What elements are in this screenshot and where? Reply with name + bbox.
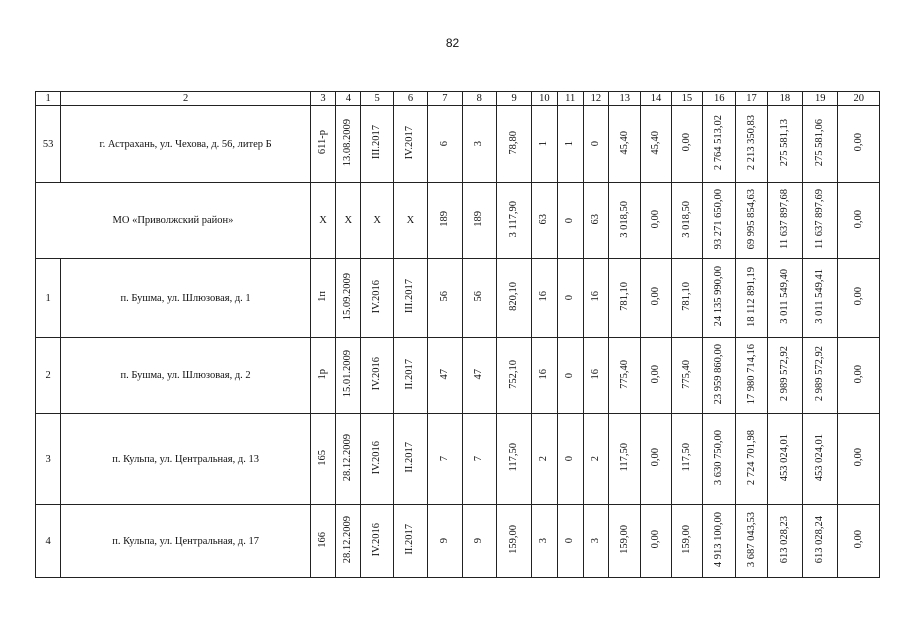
table-cell	[838, 106, 880, 183]
table-cell	[803, 259, 838, 338]
table-cell	[428, 338, 462, 414]
cell-text: 2 764 513,02	[713, 114, 725, 171]
table-cell	[609, 183, 641, 259]
table-cell	[557, 414, 583, 505]
table-row	[36, 505, 880, 578]
table-cell	[838, 505, 880, 578]
table-cell	[767, 259, 802, 338]
cell-text: 0,00	[852, 287, 864, 306]
cell-text: 23 959 860,00	[713, 343, 725, 405]
cell-text: 2 724 701,98	[745, 429, 757, 486]
table-cell	[703, 259, 736, 338]
cell-text: 159,00	[618, 525, 630, 554]
table-cell	[462, 259, 496, 338]
table-row	[36, 414, 880, 505]
cell-text: 47	[473, 368, 485, 380]
cell-text: 2 989 572,92	[778, 346, 790, 402]
cell-text: 15.09.2009	[342, 272, 354, 321]
address-cell: п. Кульпа, ул. Центральная, д. 17	[61, 505, 311, 578]
cell-text: 275 581,13	[778, 118, 790, 167]
cell-text: 78,80	[508, 130, 520, 155]
cell-text: 17 980 714,16	[745, 343, 757, 405]
table-cell: Х	[336, 183, 361, 259]
cell-text: 6	[438, 141, 450, 147]
cell-text: 16	[589, 291, 601, 302]
cell-text: 820,10	[508, 282, 520, 311]
cell-text: 611-р	[317, 130, 329, 155]
cell-text: 0,00	[680, 133, 692, 152]
column-header: 7	[428, 92, 462, 106]
cell-text: 613 028,24	[814, 515, 826, 564]
table-cell	[703, 338, 736, 414]
column-header: 9	[496, 92, 531, 106]
table-cell	[361, 338, 393, 414]
cell-text: 0,00	[852, 530, 864, 549]
cell-text: 93 271 650,00	[713, 188, 725, 250]
cell-text: 3	[473, 141, 485, 147]
cell-text: 9	[473, 538, 485, 544]
column-header: 19	[803, 92, 838, 106]
cell-text: III.2017	[371, 125, 383, 160]
column-header: 6	[393, 92, 427, 106]
table-cell	[703, 106, 736, 183]
table-cell	[767, 414, 802, 505]
cell-text: 0	[564, 295, 576, 301]
cell-text: 775,40	[680, 359, 692, 389]
table-cell	[671, 414, 702, 505]
cell-text: 159,00	[508, 525, 520, 554]
cell-text: 11 637 897,68	[778, 189, 790, 249]
row-number-cell: 2	[36, 338, 61, 414]
cell-text: 775,40	[618, 359, 630, 389]
table-cell	[336, 106, 361, 183]
table-cell	[671, 106, 702, 183]
cell-text: 28.12.2009	[342, 515, 354, 564]
table-cell	[803, 183, 838, 259]
table-cell: Х	[393, 183, 427, 259]
cell-text: 13.08.2009	[342, 118, 354, 167]
table-cell	[310, 106, 335, 183]
table-cell	[641, 259, 671, 338]
cell-text: 16	[538, 291, 550, 302]
table-cell	[361, 259, 393, 338]
cell-text: IV.2016	[371, 279, 383, 314]
table-cell	[583, 505, 608, 578]
table-cell	[532, 505, 557, 578]
cell-text: II.2017	[404, 358, 416, 390]
cell-text: 63	[589, 213, 601, 225]
table-cell	[838, 338, 880, 414]
cell-text: 0	[564, 217, 576, 223]
table-cell	[428, 106, 462, 183]
cell-text: 781,10	[618, 282, 630, 311]
table-cell	[803, 505, 838, 578]
table-cell	[767, 505, 802, 578]
column-header: 2	[61, 92, 311, 106]
table-cell	[462, 183, 496, 259]
table-cell	[641, 414, 671, 505]
table-cell	[767, 338, 802, 414]
table-cell	[393, 106, 427, 183]
cell-text: 47	[438, 368, 450, 380]
cell-text: 63	[538, 213, 550, 225]
group-total-row	[36, 183, 880, 259]
cell-text: 453 024,01	[814, 433, 826, 482]
table-cell	[736, 414, 767, 505]
cell-text: 0,00	[852, 448, 864, 467]
table-cell: Х	[310, 183, 335, 259]
table-cell	[803, 106, 838, 183]
table-cell: Х	[361, 183, 393, 259]
column-header: 18	[767, 92, 802, 106]
cell-text: 3 011 549,41	[814, 269, 826, 324]
table-row	[36, 338, 880, 414]
cell-text: 45,40	[618, 130, 630, 155]
column-header: 5	[361, 92, 393, 106]
cell-text: 3 018,50	[618, 200, 630, 238]
table-cell	[583, 338, 608, 414]
table-cell	[310, 505, 335, 578]
cell-text: 0	[564, 372, 576, 378]
table-cell	[496, 259, 531, 338]
cell-text: 453 024,01	[778, 433, 790, 482]
table-cell	[609, 505, 641, 578]
cell-text: 16	[538, 368, 550, 380]
table-cell	[671, 183, 702, 259]
page-number: 82	[445, 36, 460, 50]
table-cell	[583, 414, 608, 505]
table-cell	[310, 338, 335, 414]
table-cell	[641, 183, 671, 259]
cell-text: 0,00	[852, 133, 864, 152]
address-cell: п. Бушма, ул. Шлюзовая, д. 2	[61, 338, 311, 414]
cell-text: 69 995 854,63	[745, 188, 757, 250]
cell-text: 4 913 100,00	[713, 511, 725, 568]
table-cell	[532, 106, 557, 183]
table-cell	[583, 259, 608, 338]
cell-text: 3 687 043,53	[745, 511, 757, 568]
cell-text: 0,00	[650, 530, 662, 549]
cell-text: 45,40	[650, 130, 662, 155]
table-cell	[496, 414, 531, 505]
cell-text: 16	[589, 368, 601, 380]
table-row	[36, 259, 880, 338]
table-cell	[803, 338, 838, 414]
cell-text: III.2017	[404, 279, 416, 314]
table-cell	[462, 505, 496, 578]
cell-text: 3	[538, 538, 550, 544]
table-cell	[583, 106, 608, 183]
table-cell	[557, 183, 583, 259]
table-cell	[361, 505, 393, 578]
table-cell	[496, 338, 531, 414]
table-cell	[361, 106, 393, 183]
table-cell	[393, 414, 427, 505]
row-number-cell: 4	[36, 505, 61, 578]
table-cell	[557, 259, 583, 338]
cell-text: IV.2016	[371, 440, 383, 475]
group-name-cell: МО «Приволжский район»	[36, 183, 311, 259]
cell-text: 28.12.2009	[342, 433, 354, 482]
table-cell	[393, 259, 427, 338]
cell-text: 3 018,50	[680, 200, 692, 238]
table-cell	[393, 338, 427, 414]
column-header: 16	[703, 92, 736, 106]
table-cell	[557, 338, 583, 414]
table-cell	[428, 183, 462, 259]
column-header: 13	[609, 92, 641, 106]
table-cell	[609, 338, 641, 414]
cell-text: 2 989 572,92	[814, 346, 826, 402]
table-cell	[361, 414, 393, 505]
column-header: 10	[532, 92, 557, 106]
cell-text: 0	[589, 141, 601, 147]
cell-text: 0	[564, 538, 576, 544]
table-cell	[496, 505, 531, 578]
cell-text: 7	[473, 456, 485, 462]
table-cell	[671, 505, 702, 578]
column-header: 12	[583, 92, 608, 106]
cell-text: 117,50	[680, 443, 692, 472]
cell-text: II.2017	[404, 524, 416, 555]
cell-text: 189	[473, 211, 485, 227]
table-cell	[532, 414, 557, 505]
cell-text: 0,00	[852, 364, 864, 384]
column-header: 14	[641, 92, 671, 106]
table-cell	[336, 505, 361, 578]
cell-text: 166	[317, 531, 329, 548]
table-cell	[641, 106, 671, 183]
cell-text: 2	[589, 456, 601, 462]
cell-text: IV.2016	[371, 522, 383, 557]
table-cell	[532, 259, 557, 338]
table-cell	[532, 183, 557, 259]
table-cell	[336, 338, 361, 414]
column-number-header-row	[36, 92, 880, 106]
table-cell	[462, 414, 496, 505]
table-cell	[496, 106, 531, 183]
table-cell	[428, 505, 462, 578]
address-cell: г. Астрахань, ул. Чехова, д. 56, литер Б	[61, 106, 311, 183]
cell-text: 0,00	[650, 448, 662, 467]
table-cell	[703, 414, 736, 505]
cell-text: 3 011 549,40	[778, 269, 790, 324]
cell-text: 0,00	[650, 364, 662, 384]
column-header: 17	[736, 92, 767, 106]
table-cell	[767, 183, 802, 259]
row-number-cell: 1	[36, 259, 61, 338]
table-cell	[609, 106, 641, 183]
table-cell	[496, 183, 531, 259]
cell-text: 3 630 750,00	[713, 429, 725, 486]
table-cell	[838, 183, 880, 259]
cell-text: 613 028,23	[778, 515, 790, 564]
cell-text: 1	[538, 141, 550, 147]
column-header: 4	[336, 92, 361, 106]
cell-text: 117,50	[508, 443, 520, 472]
column-header: 8	[462, 92, 496, 106]
cell-text: 189	[438, 211, 450, 227]
column-header: 3	[310, 92, 335, 106]
table-cell	[838, 414, 880, 505]
column-header: 20	[838, 92, 880, 106]
cell-text: 18 112 891,19	[745, 266, 757, 327]
cell-text: 11 637 897,69	[814, 189, 826, 249]
table-cell	[838, 259, 880, 338]
address-cell: п. Кульпа, ул. Центральная, д. 13	[61, 414, 311, 505]
cell-text: IV.2017	[404, 125, 416, 160]
cell-text: 1п	[317, 291, 329, 302]
table-cell	[532, 338, 557, 414]
cell-text: 1	[564, 141, 576, 147]
cell-text: 0,00	[852, 209, 864, 229]
table-cell	[641, 338, 671, 414]
table-cell	[736, 338, 767, 414]
table-cell	[736, 183, 767, 259]
column-header: 1	[36, 92, 61, 106]
row-number-cell: 3	[36, 414, 61, 505]
table-cell	[557, 505, 583, 578]
cell-text: 781,10	[680, 282, 692, 311]
cell-text: 117,50	[618, 443, 630, 472]
table-cell	[393, 505, 427, 578]
table-cell	[310, 259, 335, 338]
cell-text: 0	[564, 456, 576, 462]
row-number-cell: 53	[36, 106, 61, 183]
table-cell	[583, 183, 608, 259]
address-cell: п. Бушма, ул. Шлюзовая, д. 1	[61, 259, 311, 338]
table-row	[36, 106, 880, 183]
cell-text: 1р	[317, 368, 329, 380]
table-cell	[671, 259, 702, 338]
table-cell	[609, 414, 641, 505]
cell-text: 7	[438, 456, 450, 462]
table-cell	[767, 106, 802, 183]
table-cell	[736, 505, 767, 578]
table-cell	[310, 414, 335, 505]
cell-text: 2	[538, 456, 550, 462]
table-cell	[462, 338, 496, 414]
cell-text: 15.01.2009	[342, 350, 354, 398]
table-cell	[803, 414, 838, 505]
table-cell	[557, 106, 583, 183]
cell-text: 0,00	[650, 209, 662, 229]
cell-text: 275 581,06	[814, 118, 826, 167]
table-cell	[336, 259, 361, 338]
table-cell	[641, 505, 671, 578]
table-cell	[428, 414, 462, 505]
cell-text: 56	[438, 291, 450, 302]
cell-text: 159,00	[680, 525, 692, 554]
cell-text: 56	[473, 291, 485, 302]
table-cell	[428, 259, 462, 338]
cell-text: 2 213 350,83	[745, 114, 757, 171]
table-cell	[736, 259, 767, 338]
cell-text: 9	[438, 538, 450, 544]
table-cell	[703, 505, 736, 578]
column-header: 11	[557, 92, 583, 106]
cell-text: 752,10	[508, 359, 520, 389]
table-cell	[336, 414, 361, 505]
table-cell	[609, 259, 641, 338]
table-cell	[703, 183, 736, 259]
table-cell	[462, 106, 496, 183]
table-cell	[671, 338, 702, 414]
cell-text: IV.2016	[371, 357, 383, 391]
cell-text: 165	[317, 449, 329, 466]
cell-text: 24 135 990,00	[713, 266, 725, 327]
table-cell	[736, 106, 767, 183]
cell-text: 3 117,90	[508, 200, 520, 238]
housing-register-table	[35, 91, 880, 578]
cell-text: II.2017	[404, 442, 416, 473]
column-header: 15	[671, 92, 702, 106]
cell-text: 3	[589, 538, 601, 544]
cell-text: 0,00	[650, 287, 662, 306]
